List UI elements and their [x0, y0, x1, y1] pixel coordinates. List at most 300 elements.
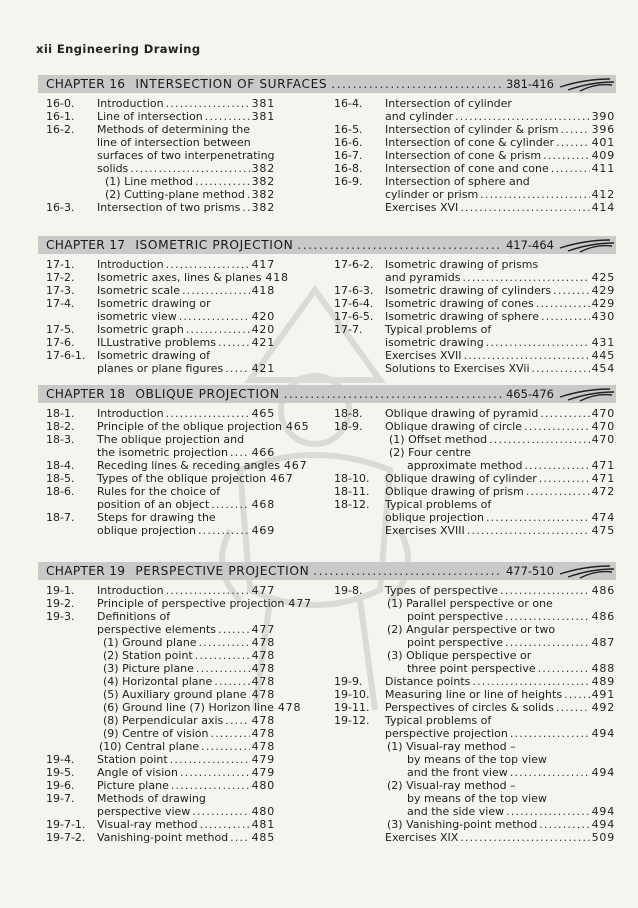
toc-entry-title: Exercises XVI: [385, 201, 459, 214]
toc-entry-page: 477: [251, 584, 275, 597]
toc-entry[interactable]: [334, 688, 615, 701]
toc-entry-title: Exercises XVII: [385, 349, 462, 362]
toc-entry[interactable]: [46, 271, 289, 284]
toc-entry-title: line of intersection between: [97, 136, 251, 149]
toc-entry-title: Distance points: [385, 675, 471, 688]
toc-entry[interactable]: [46, 97, 275, 110]
toc-entry-text-wrap: [385, 271, 615, 284]
toc-entry-title: three point perspective: [407, 662, 536, 675]
toc-entry-number: 19-8.: [334, 584, 363, 597]
toc-entry-title: Perspectives of circles & solids: [385, 701, 554, 714]
toc-entry-title: ILLustrative problems: [97, 336, 216, 349]
toc-entry[interactable]: [334, 97, 615, 110]
toc-entry[interactable]: [46, 123, 275, 136]
toc-entry[interactable]: [46, 407, 275, 420]
toc-entry[interactable]: [46, 714, 275, 727]
toc-entry-number: 19-2.: [46, 597, 75, 610]
toc-entry-title: (9) Centre of vision: [103, 727, 209, 740]
toc-entry-title: Solutions to Exercises XVii: [385, 362, 530, 375]
toc-entry[interactable]: [334, 149, 615, 162]
toc-entry[interactable]: [334, 649, 615, 662]
toc-entry-page: 478: [251, 727, 275, 740]
toc-entry[interactable]: [46, 110, 275, 123]
toc-entry[interactable]: [46, 818, 275, 831]
toc-entry-text-wrap: [385, 175, 615, 188]
toc-entry[interactable]: [46, 336, 275, 349]
toc-entry-text-wrap: [97, 97, 275, 110]
toc-entry[interactable]: [334, 597, 615, 610]
toc-entry-title: (1) Offset method: [389, 433, 488, 446]
toc-entry[interactable]: [334, 136, 615, 149]
toc-entry-page: 429: [591, 297, 615, 310]
toc-entry-page: 420: [251, 310, 275, 323]
toc-entry-page: 479: [251, 766, 275, 779]
toc-entry-text-wrap: [97, 610, 275, 623]
toc-leader-dots: [211, 498, 249, 511]
toc-entry[interactable]: [46, 162, 275, 175]
toc-entry-title: Intersection of cone and cone: [385, 162, 549, 175]
toc-entry-page: 478: [251, 675, 275, 688]
toc-entry[interactable]: [46, 649, 275, 662]
toc-entry-page: 487: [591, 636, 615, 649]
toc-entry-page: 466: [251, 446, 275, 459]
toc-entry[interactable]: [334, 524, 615, 537]
toc-entry-page: 429: [591, 284, 615, 297]
toc-entry-number: 18-11.: [334, 485, 370, 498]
toc-entry[interactable]: [334, 485, 615, 498]
toc-entry[interactable]: [334, 407, 615, 420]
chapter-leader-dots: [284, 387, 502, 401]
toc-entry[interactable]: [46, 766, 275, 779]
toc-entry[interactable]: [46, 688, 275, 701]
toc-entry[interactable]: [46, 524, 275, 537]
toc-entry[interactable]: [334, 584, 615, 597]
toc-leader-dots: [551, 162, 590, 175]
toc-entry-page: 467: [283, 459, 308, 472]
toc-entry-page: 509: [591, 831, 615, 844]
toc-entry[interactable]: [46, 472, 294, 485]
toc-entry[interactable]: [46, 498, 275, 511]
toc-entry[interactable]: [46, 792, 275, 805]
toc-entry[interactable]: [46, 584, 275, 597]
toc-entry-title: Types of the oblique projection: [97, 472, 267, 485]
toc-entry[interactable]: [46, 662, 275, 675]
toc-entry[interactable]: [334, 349, 615, 362]
toc-entry-text-wrap: [385, 336, 615, 349]
toc-entry-title: point perspective: [407, 610, 503, 623]
toc-leader-dots: [195, 649, 250, 662]
toc-entry[interactable]: [334, 727, 615, 740]
toc-entry[interactable]: [46, 805, 275, 818]
running-head: xii Engineering Drawing: [36, 42, 201, 56]
toc-leader-dots: [464, 349, 590, 362]
toc-entry[interactable]: [46, 701, 302, 714]
toc-entry-title: and cylinder: [385, 110, 454, 123]
toc-entry-title: isometric view: [97, 310, 177, 323]
toc-entry[interactable]: [46, 511, 275, 524]
toc-entry-number: 17-1.: [46, 258, 75, 271]
toc-entry-text-wrap: [407, 610, 615, 623]
toc-entry-number: 18-8.: [334, 407, 363, 420]
toc-entry-text-wrap: [103, 714, 275, 727]
toc-entry-text-wrap: [97, 511, 275, 524]
toc-entry-text-wrap: [97, 524, 275, 537]
flourish-ornament-icon: [558, 385, 616, 403]
toc-entry[interactable]: [46, 433, 275, 446]
toc-entry-title: (3) Picture plane: [103, 662, 194, 675]
toc-entry-text-wrap: [97, 336, 275, 349]
toc-entry[interactable]: [46, 779, 275, 792]
toc-entry[interactable]: [334, 362, 615, 375]
toc-entry-title: oblique projection: [385, 511, 484, 524]
toc-leader-dots: [524, 420, 590, 433]
toc-entry-title: Exercises XVIII: [385, 524, 465, 537]
toc-entry-title: (2) Four centre: [389, 446, 471, 459]
toc-entry[interactable]: [334, 623, 615, 636]
toc-entry[interactable]: [334, 511, 615, 524]
toc-entry-number: 19-5.: [46, 766, 75, 779]
toc-entry-page: 421: [251, 336, 275, 349]
toc-entry-text-wrap: [97, 136, 275, 149]
toc-entry-title: (2) Visual-ray method –: [387, 779, 516, 792]
toc-entry-page: 492: [591, 701, 615, 714]
toc-entry-title: Intersection of cylinder: [385, 97, 512, 110]
toc-leader-dots: [500, 584, 590, 597]
toc-entry-page: 478: [251, 662, 275, 675]
toc-entry[interactable]: [334, 498, 615, 511]
toc-entry[interactable]: [46, 446, 275, 459]
chapter-label: CHAPTER 17: [46, 238, 126, 252]
toc-entry[interactable]: [334, 201, 615, 214]
toc-entry-title: and the front view: [407, 766, 508, 779]
toc-entry-title: Steps for drawing the: [97, 511, 216, 524]
toc-leader-dots: [556, 701, 590, 714]
toc-entry[interactable]: [46, 149, 275, 162]
toc-entry-text-wrap: [103, 675, 275, 688]
toc-entry[interactable]: [46, 740, 275, 753]
toc-entry-text-wrap: [389, 433, 615, 446]
chapter-page-range: 477-510: [505, 564, 554, 578]
chapter-heading-bar[interactable]: [38, 385, 616, 403]
chapter-label: CHAPTER 18: [46, 387, 126, 401]
toc-entry[interactable]: [46, 485, 275, 498]
toc-entry[interactable]: [334, 310, 615, 323]
toc-entry-number: 18-7.: [46, 511, 75, 524]
toc-entry-title: Intersection of two prisms: [97, 201, 241, 214]
toc-entry[interactable]: [334, 766, 615, 779]
toc-entry[interactable]: [46, 610, 275, 623]
toc-entry[interactable]: [334, 701, 615, 714]
toc-leader-dots: [532, 362, 590, 375]
toc-entry-page: 470: [591, 420, 615, 433]
toc-leader-dots: [541, 310, 590, 323]
toc-entry-page: 382: [251, 162, 275, 175]
toc-entry[interactable]: [46, 136, 275, 149]
toc-leader-dots: [489, 433, 589, 446]
toc-entry-title: Isometric drawing of sphere: [385, 310, 539, 323]
toc-entry-text-wrap: [97, 162, 275, 175]
toc-entry-text-wrap: [97, 284, 275, 297]
toc-entry-page: 474: [591, 511, 615, 524]
toc-entry-page: 478: [251, 688, 275, 701]
toc-leader-dots: [198, 524, 250, 537]
toc-entry-title: Vanishing-point method: [97, 831, 229, 844]
toc-entry-text-wrap: [385, 831, 615, 844]
toc-entry[interactable]: [46, 188, 275, 201]
toc-entry-number: 19-7.: [46, 792, 75, 805]
toc-entry-number: 16-4.: [334, 97, 363, 110]
toc-entry-text-wrap: [385, 110, 615, 123]
chapter-heading-bar[interactable]: [38, 562, 616, 580]
toc-entry-page: 467: [270, 472, 294, 485]
toc-entry-title: Measuring line or line of heights: [385, 688, 563, 701]
toc-entry[interactable]: [334, 818, 615, 831]
toc-entry[interactable]: [334, 271, 615, 284]
toc-leader-dots: [195, 175, 250, 188]
toc-entry-text-wrap: [105, 175, 275, 188]
toc-entry-text-wrap: [97, 407, 275, 420]
toc-entry-title: (5) Auxiliary ground plane: [103, 688, 247, 701]
toc-entry-text-wrap: [385, 407, 615, 420]
toc-entry[interactable]: [334, 740, 615, 753]
toc-entry-title: by means of the top view: [407, 753, 547, 766]
toc-entry-text-wrap: [385, 701, 615, 714]
toc-entry[interactable]: [46, 258, 275, 271]
toc-leader-dots: [486, 511, 590, 524]
toc-entry-number: 19-4.: [46, 753, 75, 766]
toc-entry-text-wrap: [385, 258, 615, 271]
toc-entry-page: 431: [591, 336, 615, 349]
toc-entry-title: Isometric axes, lines & planes: [97, 271, 262, 284]
toc-entry-text-wrap: [97, 123, 275, 136]
toc-entry-title: Intersection of cone & prism: [385, 149, 542, 162]
toc-entry-text-wrap: [385, 323, 615, 336]
toc-leader-dots: [540, 407, 589, 420]
toc-leader-dots: [536, 297, 590, 310]
toc-entry-title: Methods of determining the: [97, 123, 251, 136]
toc-entry[interactable]: [334, 284, 615, 297]
toc-entry-text-wrap: [99, 740, 275, 753]
toc-entry[interactable]: [334, 662, 615, 675]
toc-entry[interactable]: [46, 753, 275, 766]
toc-entry-text-wrap: [387, 623, 615, 636]
toc-entry[interactable]: [46, 831, 275, 844]
toc-entry-page: 420: [251, 323, 275, 336]
toc-leader-dots: [556, 136, 590, 149]
toc-leader-dots: [218, 336, 250, 349]
toc-entry[interactable]: [334, 675, 615, 688]
toc-entry-text-wrap: [385, 511, 615, 524]
toc-entry-title: position of an object: [97, 498, 210, 511]
toc-entry-title: Intersection of sphere and: [385, 175, 530, 188]
toc-entry-text-wrap: [97, 201, 275, 214]
toc-leader-dots: [467, 524, 590, 537]
toc-entry[interactable]: [46, 727, 275, 740]
toc-entry-title: Principle of the oblique projection: [97, 420, 283, 433]
toc-entry-page: 494: [591, 766, 615, 779]
toc-entry-number: 19-6.: [46, 779, 75, 792]
toc-entry-text-wrap: [97, 149, 275, 162]
toc-entry[interactable]: [46, 175, 275, 188]
toc-entry[interactable]: [334, 323, 615, 336]
toc-entry-page: 382: [251, 175, 275, 188]
toc-entry-title: (10) Central plane: [99, 740, 200, 753]
toc-leader-dots: [480, 188, 589, 201]
toc-entry-text-wrap: [97, 433, 275, 446]
toc-entry[interactable]: [46, 297, 275, 310]
toc-entry[interactable]: [334, 831, 615, 844]
toc-leader-dots: [180, 766, 250, 779]
toc-entry[interactable]: [46, 636, 275, 649]
toc-entry[interactable]: [334, 753, 615, 766]
toc-entry[interactable]: [46, 623, 275, 636]
toc-entry-text-wrap: [385, 420, 615, 433]
toc-entry-page: 471: [591, 459, 615, 472]
toc-entry[interactable]: [334, 636, 615, 649]
toc-entry-page: 477: [288, 597, 312, 610]
toc-entry-page: 469: [251, 524, 275, 537]
toc-entry[interactable]: [334, 258, 615, 271]
toc-entry[interactable]: [334, 779, 615, 792]
toc-entry[interactable]: [334, 610, 615, 623]
toc-entry-title: Exercises XIX: [385, 831, 459, 844]
toc-leader-dots: [218, 623, 250, 636]
toc-leader-dots: [543, 149, 589, 162]
toc-leader-dots: [506, 805, 589, 818]
toc-entry-text-wrap: [385, 97, 615, 110]
toc-entry-text-wrap: [385, 688, 615, 701]
toc-entry-number: 19-9.: [334, 675, 363, 688]
toc-entry[interactable]: [46, 459, 308, 472]
toc-entry-number: 17-6-1.: [46, 349, 86, 362]
toc-entry[interactable]: [334, 459, 615, 472]
toc-entry-text-wrap: [97, 349, 275, 362]
toc-entry[interactable]: [46, 201, 275, 214]
toc-entry-title: Intersection of cone & cylinder: [385, 136, 555, 149]
toc-entry-text-wrap: [97, 805, 275, 818]
toc-entry[interactable]: [334, 714, 615, 727]
toc-entry[interactable]: [334, 336, 615, 349]
toc-entry-text-wrap: [385, 675, 615, 688]
toc-entry[interactable]: [334, 123, 615, 136]
toc-entry-number: 16-9.: [334, 175, 363, 188]
chapter-heading-bar[interactable]: [38, 236, 616, 254]
toc-entry[interactable]: [46, 284, 275, 297]
toc-entry-title: Isometric drawing of prisms: [385, 258, 539, 271]
toc-entry-number: 16-1.: [46, 110, 75, 123]
toc-entry-text-wrap: [97, 498, 275, 511]
toc-entry[interactable]: [334, 175, 615, 188]
toc-entry-text-wrap: [385, 472, 615, 485]
toc-entry-page: 478: [251, 649, 275, 662]
toc-entry[interactable]: [46, 362, 275, 375]
toc-leader-dots: [230, 446, 250, 459]
toc-entry-number: 16-7.: [334, 149, 363, 162]
toc-entry-text-wrap: [97, 258, 275, 271]
toc-entry-page: 401: [591, 136, 615, 149]
toc-entry-title: Station point: [97, 753, 168, 766]
toc-entry-title: (3) Vanishing-point method: [387, 818, 538, 831]
toc-entry[interactable]: [46, 597, 312, 610]
toc-entry-text-wrap: [105, 188, 275, 201]
toc-entry[interactable]: [334, 420, 615, 433]
toc-entry-title: cylinder or prism: [385, 188, 479, 201]
toc-entry-text-wrap: [385, 284, 615, 297]
toc-entry-number: 16-5.: [334, 123, 363, 136]
toc-entry-page: 414: [591, 201, 615, 214]
toc-entry-page: 417: [251, 258, 275, 271]
toc-entry-title: surfaces of two interpenetrating: [97, 149, 275, 162]
toc-entry-page: 411: [591, 162, 615, 175]
toc-entry-page: 421: [251, 362, 275, 375]
toc-entry[interactable]: [334, 188, 615, 201]
toc-entry-text-wrap: [407, 766, 615, 779]
toc-entry[interactable]: [334, 446, 615, 459]
toc-entry-number: 18-12.: [334, 498, 370, 511]
toc-entry[interactable]: [46, 349, 275, 362]
toc-entry-text-wrap: [97, 485, 275, 498]
toc-leader-dots: [196, 662, 250, 675]
toc-entry-text-wrap: [103, 649, 275, 662]
toc-entry[interactable]: [334, 805, 615, 818]
chapter-heading-bar[interactable]: [38, 75, 616, 93]
toc-entry[interactable]: [334, 110, 615, 123]
toc-entry-text-wrap: [389, 446, 615, 459]
toc-entry-text-wrap: [385, 498, 615, 511]
toc-entry-page: 486: [591, 584, 615, 597]
toc-entry-title: Typical problems of: [385, 498, 492, 511]
toc-entry[interactable]: [334, 162, 615, 175]
toc-entry-number: 16-8.: [334, 162, 363, 175]
toc-entry-number: 17-4.: [46, 297, 75, 310]
toc-entry-title: (2) Angular perspective or two: [387, 623, 556, 636]
chapter-title: OBLIQUE PROJECTION: [135, 387, 280, 401]
toc-entry-title: planes or plane figures: [97, 362, 224, 375]
toc-entry-page: 494: [591, 818, 615, 831]
toc-entry-title: by means of the top view: [407, 792, 547, 805]
toc-entry[interactable]: [46, 323, 275, 336]
toc-entry-page: 381: [251, 110, 275, 123]
toc-entry[interactable]: [334, 297, 615, 310]
toc-entry[interactable]: [334, 472, 615, 485]
toc-entry-text-wrap: [385, 297, 615, 310]
toc-entry-title: Definitions of: [97, 610, 171, 623]
toc-entry-number: 17-6-3.: [334, 284, 374, 297]
toc-entry-page: 382: [251, 201, 275, 214]
toc-entry-page: 381: [251, 97, 275, 110]
toc-entry-text-wrap: [103, 662, 275, 675]
toc-entry-number: 19-12.: [334, 714, 370, 727]
toc-entry-text-wrap: [385, 162, 615, 175]
toc-entry[interactable]: [46, 310, 275, 323]
toc-leader-dots: [166, 258, 250, 271]
toc-leader-dots: [472, 675, 589, 688]
toc-entry-title: Isometric drawing of cones: [385, 297, 534, 310]
toc-entry-text-wrap: [385, 727, 615, 740]
toc-entry-text-wrap: [97, 779, 275, 792]
toc-entry-title: (1) Visual-ray method –: [387, 740, 516, 753]
toc-entry-title: perspective projection: [385, 727, 508, 740]
toc-entry-text-wrap: [387, 818, 615, 831]
toc-entry[interactable]: [334, 433, 615, 446]
toc-entry-page: 478: [251, 714, 275, 727]
toc-entry-text-wrap: [103, 727, 275, 740]
toc-entry-number: 17-6-4.: [334, 297, 374, 310]
toc-entry[interactable]: [334, 792, 615, 805]
toc-entry-page: 478: [251, 636, 275, 649]
toc-entry[interactable]: [46, 420, 310, 433]
toc-entry[interactable]: [46, 675, 275, 688]
